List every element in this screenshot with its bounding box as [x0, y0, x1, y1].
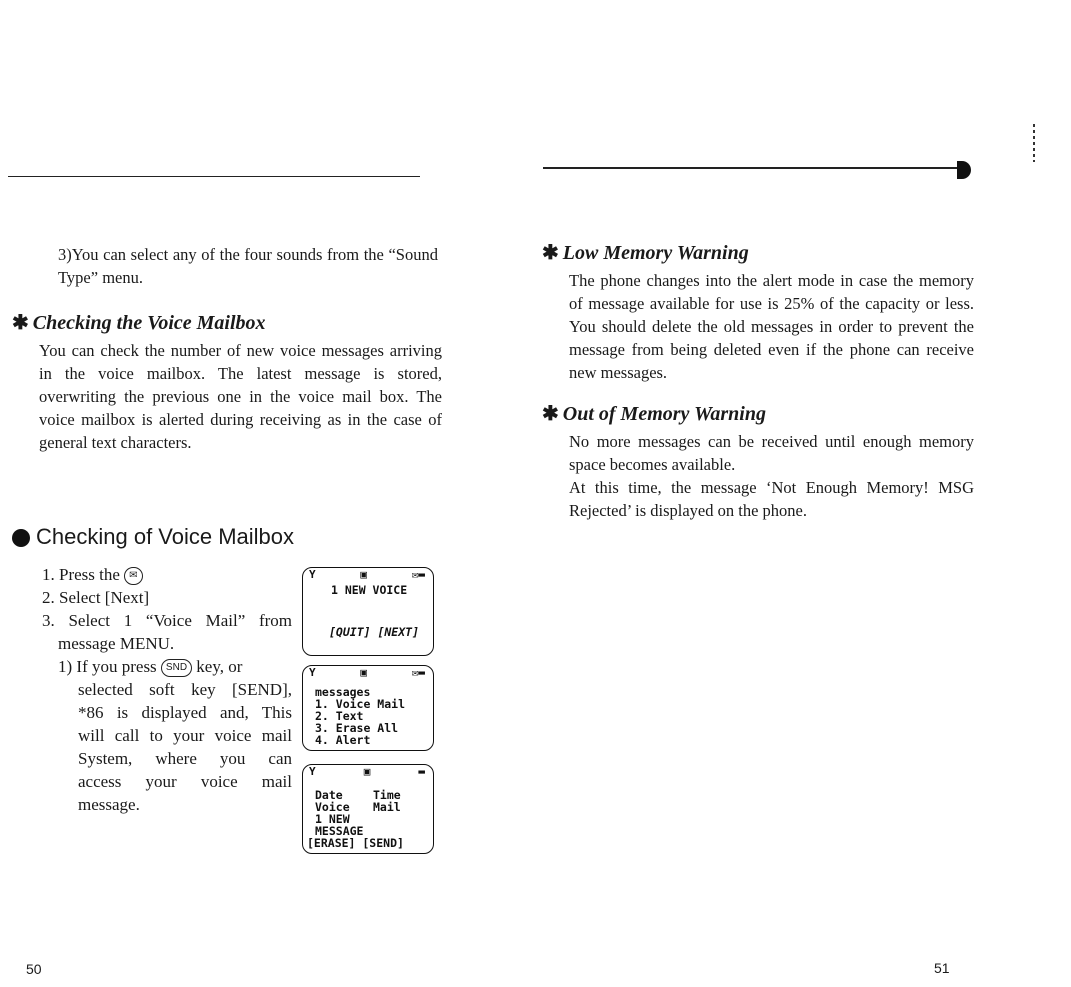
step-1-text: 1. Press the [42, 565, 120, 584]
substep-line-b: selected soft key [SEND], [78, 680, 292, 699]
page-title-text: Checking of Voice Mailbox [36, 524, 295, 549]
page-title [12, 524, 294, 550]
bullet-icon [12, 529, 30, 547]
star-icon: ✱ [542, 403, 559, 425]
screen-softkeys: [ERASE] [SEND] [307, 836, 404, 850]
substep-line-e: System, where you can [78, 749, 292, 768]
status-bar [303, 568, 433, 582]
status-bar [303, 666, 433, 680]
screen-line: 1. Voice Mail [315, 697, 406, 711]
binding-mark-icon [957, 161, 971, 179]
step-2: 2. Select [Next] [42, 588, 150, 607]
section-checking-voice-mailbox [12, 310, 442, 454]
screen-line: messages [315, 685, 371, 699]
section-body: At this time, the message ‘Not Enough Memory! MSG Rejected’ is displayed on the phone. [569, 478, 974, 520]
d-icon: ▣ [363, 765, 371, 778]
d-icon: ▣ [360, 568, 367, 581]
signal-icon: Y [309, 765, 316, 778]
step-3-cont: message MENU. [58, 634, 175, 653]
screen-line: Voice Mail [315, 800, 401, 814]
page-number-right: 51 [934, 960, 950, 976]
send-key-icon: SND [161, 659, 192, 677]
message-battery-icon: ✉▬ [411, 568, 425, 581]
phone-screen-voice-mail [302, 764, 434, 854]
screen-line: 3. Erase All [315, 721, 399, 735]
screen-softkeys: [QUIT] [NEXT] [329, 625, 420, 639]
heading-text: Checking the Voice Mailbox [32, 312, 266, 334]
section-heading [12, 310, 442, 335]
signal-icon: Y [309, 666, 316, 679]
top-rule-right [543, 167, 961, 169]
envelope-key-icon: ✉ [124, 567, 142, 585]
heading-text: Low Memory Warning [562, 242, 749, 264]
star-icon: ✱ [12, 312, 29, 334]
section-out-of-memory [542, 401, 974, 522]
screen-line: 1 NEW VOICE [331, 583, 408, 597]
substep-1 [42, 655, 292, 678]
substep-line-d: will call to your voice mail [78, 726, 292, 745]
substep-line-g: message. [78, 795, 140, 814]
step-1 [42, 563, 292, 586]
section-heading [542, 240, 974, 265]
screen-line: 4. Alert [315, 733, 371, 747]
section-body: You can check the number of new voice messages arriving in the voice mailbox. The latest message is stored, overwriting the previous one in the voice mail box. The voice mailbox is alerted during receiving as in the case of general text characters. [39, 341, 442, 452]
status-bar [303, 765, 433, 779]
intro-text: 3)You can select any of the four sounds from the “Sound Type” menu. [58, 245, 438, 287]
screen-line: 1 NEW [315, 812, 350, 826]
substep-1-text: 1) If you press [58, 657, 157, 676]
margin-mark [1033, 124, 1035, 162]
phone-screen-messages-menu [302, 665, 434, 751]
section-low-memory [542, 240, 974, 384]
screen-line: MESSAGE [315, 824, 364, 838]
section-body: No more messages can be received until enough memory space becomes available. [569, 432, 974, 474]
substep-line-c: *86 is displayed and, This [78, 703, 292, 722]
message-battery-icon: ✉▬ [411, 666, 425, 679]
signal-icon: Y [309, 568, 316, 581]
section-heading [542, 401, 974, 426]
section-body: The phone changes into the alert mode in case the memory of message available for use is 25% of the capacity or less. You should delete the old messages in order to prevent the message from being deleted even if the phone can receive new messages. [569, 271, 974, 382]
screen-line: Date Time [315, 788, 401, 802]
step-3: 3. Select 1 “Voice Mail” from [42, 611, 292, 630]
substep-line-f: access your voice mail [78, 772, 292, 791]
star-icon: ✱ [542, 242, 559, 264]
page-number-left: 50 [26, 961, 42, 977]
d-icon: ▣ [360, 666, 367, 679]
top-rule-left [8, 176, 420, 177]
screen-line: 2. Text [315, 709, 364, 723]
substep-1-end: key, or [196, 657, 243, 676]
heading-text: Out of Memory Warning [562, 403, 766, 425]
steps [42, 563, 292, 816]
battery-icon: ▬ [418, 765, 425, 778]
phone-screen-new-voice [302, 567, 434, 656]
